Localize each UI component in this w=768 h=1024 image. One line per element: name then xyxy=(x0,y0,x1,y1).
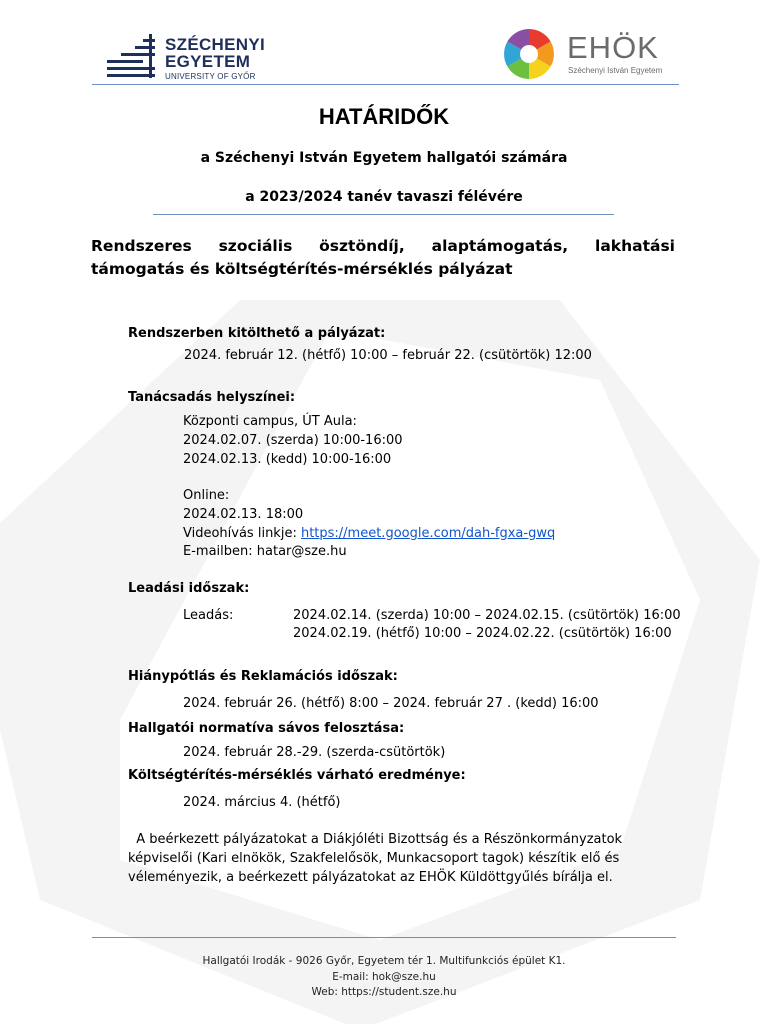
logo-text-university: UNIVERSITY OF GYŐR xyxy=(165,72,256,81)
submission-period-1: 2024.02.14. (szerda) 10:00 – 2024.02.15. (csütörtök) 16:00 xyxy=(293,608,681,623)
consulting-campus: Központi campus, ÚT Aula: xyxy=(183,414,357,429)
title-divider xyxy=(153,214,614,215)
video-call-link[interactable]: https://meet.google.com/dah-fgxa-gwq xyxy=(300,526,556,541)
closing-note-text: A beérkezett pályázatokat a Diákjóléti Bizottság és a Részönkormányzatok képviselői (Kari elnökök, Szakfelelősök, Munkacsoport tagok) készítik elő és véleményezik, a beérkezett pályázatokat az EHÖK Küldöttgyűlés bírálja el. xyxy=(128,832,623,885)
footer-web: Web: https://student.sze.hu xyxy=(311,986,457,998)
ehok-logo-text: EHÖK xyxy=(567,30,659,65)
footer-address: Hallgatói Irodák - 9026 Győr, Egyetem tér 1. Multifunkciós épület K1. xyxy=(202,955,566,967)
application-value: 2024. február 12. (hétfő) 10:00 – február 22. (csütörtök) 12:00 xyxy=(184,348,592,363)
szechenyi-emblem-icon xyxy=(105,34,157,78)
logo-text-szechenyi: SZÉCHENYI xyxy=(165,35,265,54)
consulting-video-line xyxy=(183,526,555,541)
missing-label: Hiánypótlás és Reklamációs időszak: xyxy=(128,669,398,684)
footer-divider xyxy=(92,937,676,938)
application-label: Rendszerben kitölthető a pályázat: xyxy=(128,326,386,341)
consulting-online-label: Online: xyxy=(183,488,230,503)
consulting-email: E-mailben: hatar@sze.hu xyxy=(183,544,347,559)
consulting-label: Tanácsadás helyszínei: xyxy=(128,390,296,405)
result-label: Költségtérítés-mérséklés várható eredménye: xyxy=(128,768,466,783)
consulting-online-date: 2024.02.13. 18:00 xyxy=(183,507,304,522)
subtitle-semester: a 2023/2024 tanév tavaszi félévére xyxy=(245,189,523,205)
footer-email: E-mail: hok@sze.hu xyxy=(332,971,436,983)
page-title: HATÁRIDŐK xyxy=(318,104,450,129)
header-divider xyxy=(92,84,679,85)
submission-sub-label: Leadás: xyxy=(183,608,234,623)
consulting-date-2: 2024.02.13. (kedd) 10:00-16:00 xyxy=(183,452,392,467)
result-value: 2024. március 4. (hétfő) xyxy=(183,795,341,810)
closing-note xyxy=(128,830,648,887)
normative-value: 2024. február 28.-29. (szerda-csütörtök) xyxy=(183,745,446,760)
submission-label: Leadási időszak: xyxy=(128,581,250,596)
video-link-prefix: Videohívás linkje: xyxy=(183,526,301,541)
submission-period-2: 2024.02.19. (hétfő) 10:00 – 2024.02.22. (csütörtök) 16:00 xyxy=(293,626,672,641)
missing-value: 2024. február 26. (hétfő) 8:00 – 2024. február 27 . (kedd) 16:00 xyxy=(183,696,599,711)
subtitle-university: a Széchenyi István Egyetem hallgatói számára xyxy=(200,150,568,166)
section-heading: Rendszeres szociális ösztöndíj, alaptámogatás, lakhatási támogatás és költségtérítés-mérséklés pályázat xyxy=(91,237,675,278)
logo-text-egyetem: EGYETEM xyxy=(165,52,251,71)
normative-label: Hallgatói normatíva sávos felosztása: xyxy=(128,721,405,736)
ehok-aperture-icon xyxy=(503,28,555,80)
ehok-logo-subtitle: Széchenyi István Egyetem xyxy=(568,66,663,75)
consulting-date-1: 2024.02.07. (szerda) 10:00-16:00 xyxy=(183,433,403,448)
